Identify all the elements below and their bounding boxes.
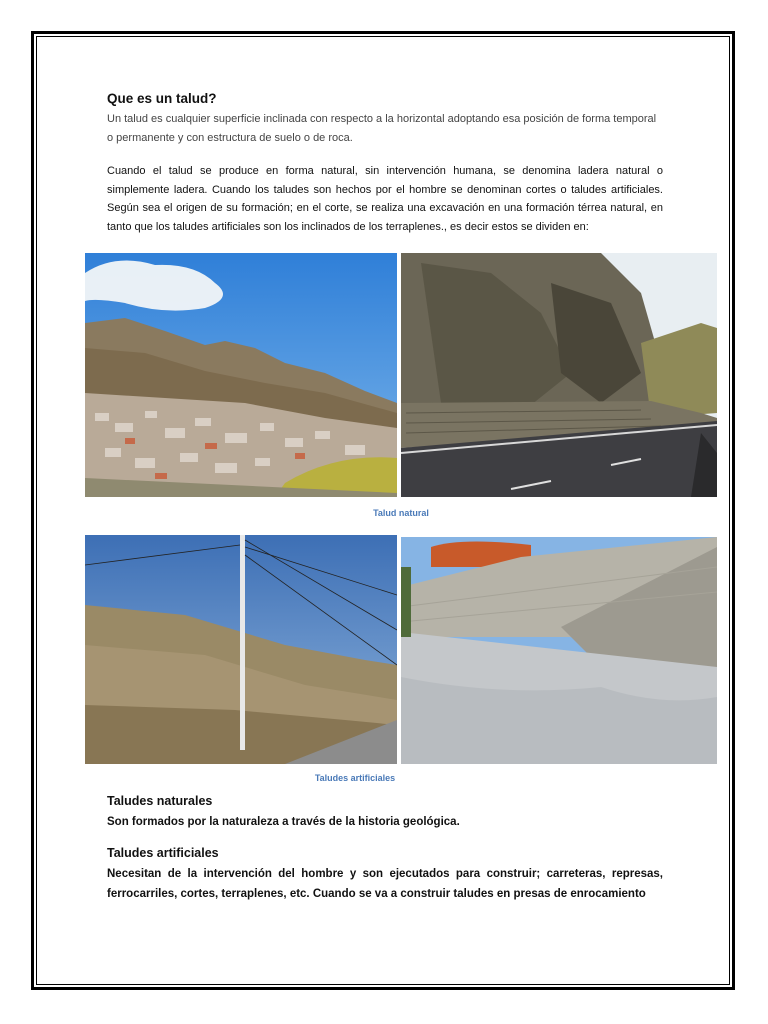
photo-grass-slope-pole [85,535,397,764]
text-taludes-naturales: Son formados por la naturaleza a través de la historia geológica. [107,816,460,828]
body-paragraph: Cuando el talud se produce en forma natural, sin intervención humana, se denomina ladera natural o simplemente ladera. Cuando los taludes son hechos por el hombre se denominan cortes o taludes artificiales. Según sea el origen de su formación; en el corte, se realiza una excavación en una formación térrea natural, en tanto que los taludes artificiales son los inclinados de los terraplenes., es decir estos se dividen en: [107,165,663,233]
caption-natural: Talud natural [373,508,429,518]
photo-road-rock-cut [401,253,717,497]
photo-natural-hillside-town [85,253,397,497]
text-taludes-artificiales: Necesitan de la intervención del hombre y son ejecutados para construir; carreteras, represas, ferrocarriles, cortes, terraplenes, etc. Cuando se va a construir taludes en presas de enrocamiento [107,868,663,900]
heading-taludes-artificiales: Taludes artificiales [107,846,219,860]
heading-taludes-naturales: Taludes naturales [107,794,213,808]
caption-artificial: Taludes artificiales [314,773,396,783]
intro-section [107,90,663,236]
photo-concrete-embankment [401,537,717,764]
intro-text: Un talud es cualquier superficie inclinada con respecto a la horizontal adoptando esa posición de forma temporal o permanente y con estructura de suelo o de roca. [107,113,657,144]
page-title: Que es un talud? [107,91,217,106]
